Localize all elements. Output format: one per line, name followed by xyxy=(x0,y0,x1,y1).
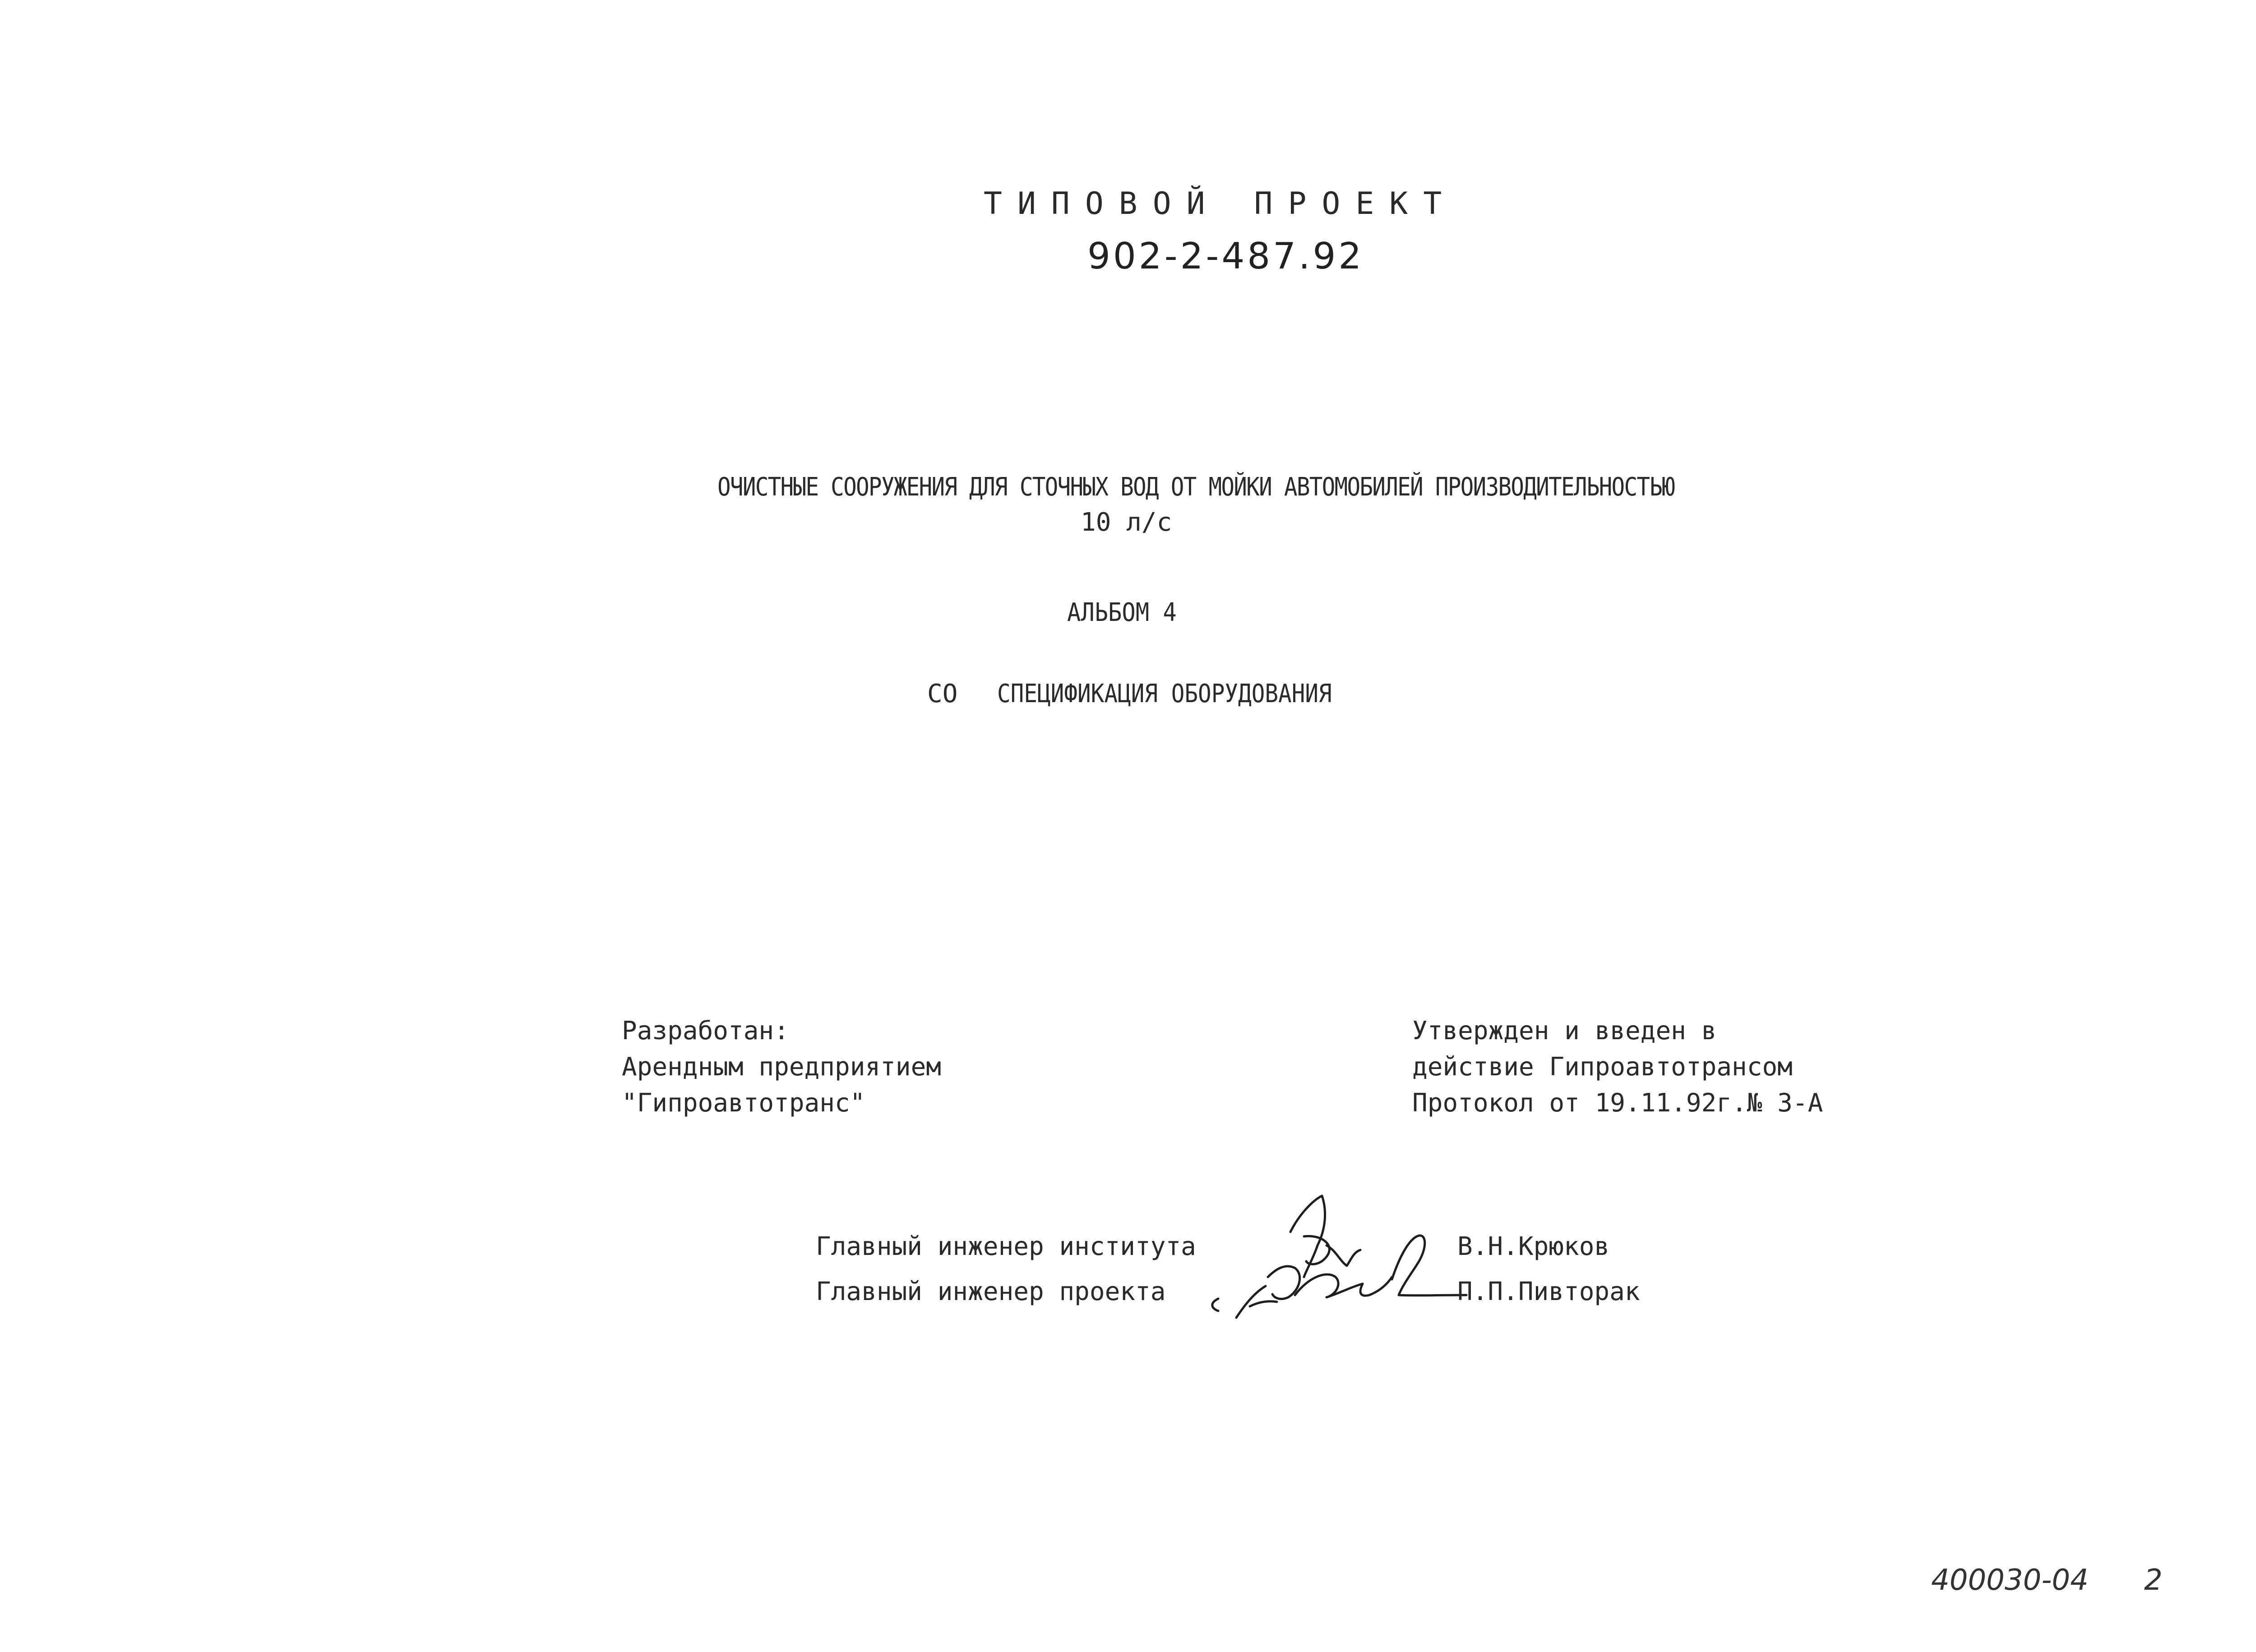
developer-line-2: Арендным предприятием xyxy=(622,1052,942,1082)
album-label: АЛЬБОМ 4 xyxy=(1067,598,1177,627)
spec-code: СО xyxy=(927,679,958,708)
archive-number: 400030-04 xyxy=(1931,1564,2089,1597)
approval-line-3: Протокол от 19.11.92г.№ 3-А xyxy=(1412,1088,1823,1118)
signatory-name-1: В.Н.Крюков xyxy=(1457,1232,1610,1261)
signatory-role-2: Главный инженер проекта xyxy=(816,1277,1166,1306)
developer-label: Разработан: xyxy=(622,1016,789,1046)
project-type-heading: ТИПОВОЙ ПРОЕКТ xyxy=(984,186,1457,222)
document-title-line-2: 10 л/с xyxy=(1081,508,1172,537)
approval-line-2: действие Гипроавтотрансом xyxy=(1412,1052,1793,1082)
developer-block xyxy=(622,1013,941,1121)
developer-line-3: "Гипроавтотранс" xyxy=(622,1088,865,1118)
signatory-role-1: Главный инженер института xyxy=(816,1232,1196,1261)
handwritten-signature xyxy=(1191,1182,1471,1336)
approval-line-1: Утвержден и введен в xyxy=(1412,1016,1717,1046)
approval-block xyxy=(1412,1013,1823,1121)
signatory-name-2: П.П.Пивторак xyxy=(1457,1277,1640,1306)
spec-title: СПЕЦИФИКАЦИЯ ОБОРУДОВАНИЯ xyxy=(997,679,1332,708)
project-number: 902-2-487.92 xyxy=(1087,235,1364,277)
sheet-number: 2 xyxy=(2144,1564,2163,1597)
document-title-line-1: ОЧИСТНЫЕ СООРУЖЕНИЯ ДЛЯ СТОЧНЫХ ВОД ОТ МОЙКИ АВТОМОБИЛЕЙ ПРОИЗВОДИТЕЛЬНОСТЬЮ xyxy=(717,472,1675,502)
